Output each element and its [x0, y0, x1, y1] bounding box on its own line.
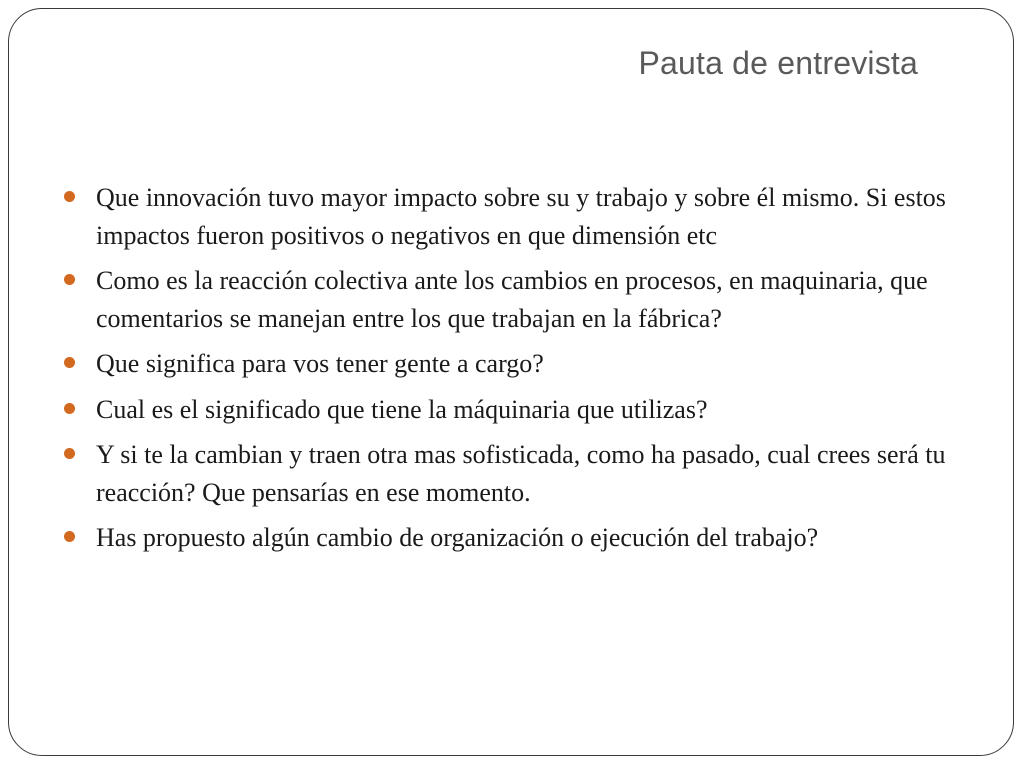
bullet-dot-icon: [64, 191, 75, 202]
bullet-dot-icon: [64, 531, 75, 542]
bullet-item: [59, 519, 959, 557]
bullet-dot-icon: [64, 403, 75, 414]
bullet-dot-icon: [64, 274, 75, 285]
bullet-item: [59, 179, 959, 254]
slide-title: Pauta de entrevista: [638, 45, 918, 81]
bullet-item: [59, 436, 959, 511]
bullet-text: Cual es el significado que tiene la máquinaria que utilizas?: [96, 394, 708, 424]
bullet-item: [59, 345, 959, 383]
bullet-text: Como es la reacción colectiva ante los cambios en procesos, en maquinaria, que comentarios se manejan entre los que trabajan en la fábrica?: [96, 266, 928, 333]
bullet-item: [59, 262, 959, 337]
bullet-list: [59, 179, 959, 565]
slide-frame: [8, 8, 1014, 756]
bullet-dot-icon: [64, 448, 75, 459]
bullet-text: Que significa para vos tener gente a cargo?: [96, 349, 544, 378]
bullet-dot-icon: [64, 357, 75, 368]
bullet-text: Has propuesto algún cambio de organización o ejecución del trabajo?: [96, 523, 819, 552]
bullet-text: Que innovación tuvo mayor impacto sobre su y trabajo y sobre él mismo. Si estos impactos fueron positivos o negativos en que dimensión etc: [96, 183, 946, 250]
bullet-text: Y si te la cambian y traen otra mas sofisticada, como ha pasado, cual crees será tu reacción? Que pensarías en ese momento.: [96, 440, 946, 507]
bullet-item: [59, 391, 959, 429]
